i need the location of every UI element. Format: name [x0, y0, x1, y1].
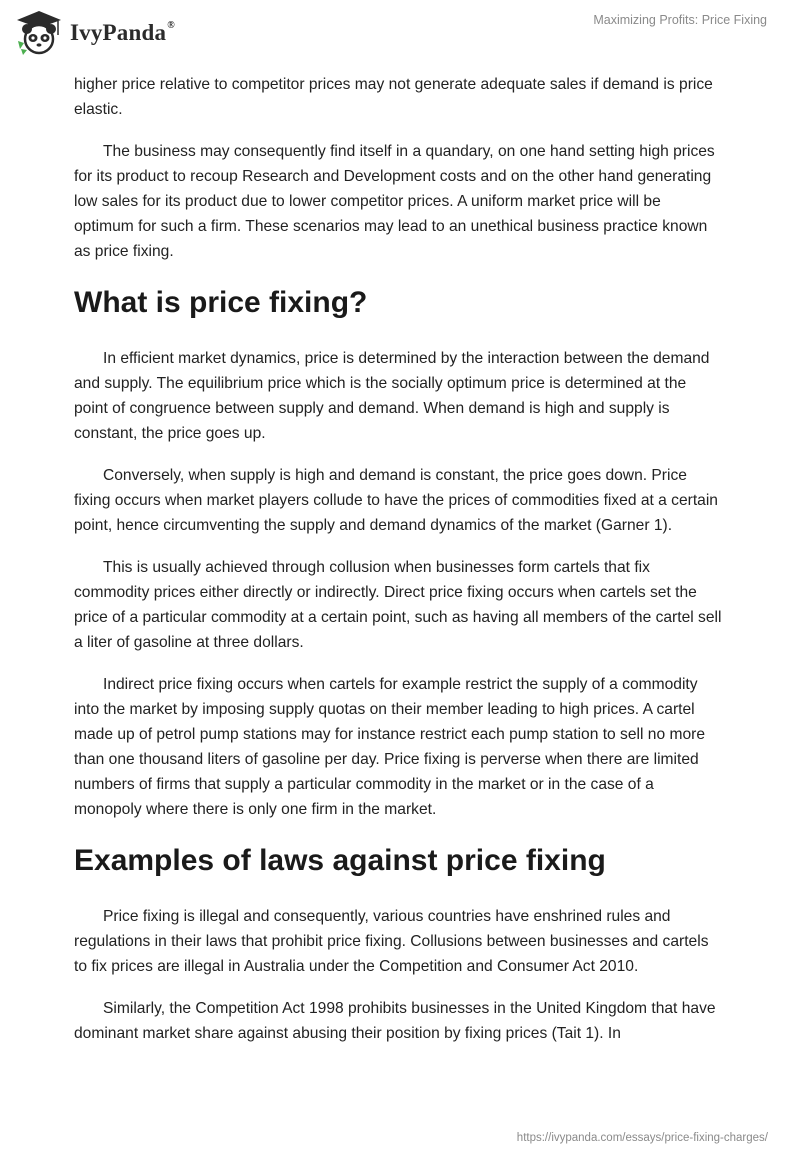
panda-graduate-icon: [14, 9, 64, 57]
running-title: Maximizing Profits: Price Fixing: [593, 13, 767, 27]
page-header: [0, 0, 800, 70]
paragraph: Similarly, the Competition Act 1998 prohibits businesses in the United Kingdom that have dominant market share against abusing their position by fixing prices (Tait 1). In: [74, 1000, 716, 1042]
paragraph: Price fixing is illegal and consequently, various countries have enshrined rules and regulations in their laws that prohibit price fixing. Collusions between businesses and cartels to fix prices are illegal in Australia under the Competition and Consumer Act 2010.: [74, 908, 709, 975]
section-heading-what-is-price-fixing: What is price fixing?: [74, 286, 368, 319]
paragraph: In efficient market dynamics, price is determined by the interaction between the demand and supply. The equilibrium price which is the socially optimum price is determined at the point of congruence between supply and demand. When demand is high and supply is constant, the price goes up.: [74, 350, 710, 442]
paragraph: Indirect price fixing occurs when cartels for example restrict the supply of a commodity into the market by imposing supply quotas on their member leading to high prices. A cartel made up of petrol pump stations may for instance restrict each pump station to sell no more than one thousand liters of gasoline per day. Price fixing is perverse when there are limited numbers of firms that supply a particular commodity in the market or in the case of a monopoly where there is only one firm in the market.: [74, 676, 705, 818]
paragraph: This is usually achieved through collusion when businesses form cartels that fix commodity prices either directly or indirectly. Direct price fixing occurs when cartels set the price of a particular commodity at a certain point, such as having all members of the cartel sell a liter of gasoline at three dollars.: [74, 559, 722, 651]
logo-text: IvyPanda®: [70, 20, 175, 45]
source-url[interactable]: https://ivypanda.com/essays/price-fixing-charges/: [516, 1132, 768, 1144]
ivypanda-logo[interactable]: [14, 8, 175, 58]
paragraph: Conversely, when supply is high and demand is constant, the price goes down. Price fixing occurs when market players collude to have the prices of commodities fixed at a certain point, hence circumventing the supply and demand dynamics of the market (Garner 1).: [74, 467, 718, 534]
paragraph: The business may consequently find itself in a quandary, on one hand setting high prices for its product to recoup Research and Development costs and on the other hand generating low sales for its product due to lower competitor prices. A uniform market price will be optimum for such a firm. These scenarios may lead to an unethical business practice known as price fixing.: [74, 143, 715, 260]
section-heading-examples-of-laws: Examples of laws against price fixing: [74, 844, 606, 877]
paragraph-continued: higher price relative to competitor prices may not generate adequate sales if demand is price elastic.: [74, 76, 713, 118]
essay-body: [74, 72, 724, 1063]
